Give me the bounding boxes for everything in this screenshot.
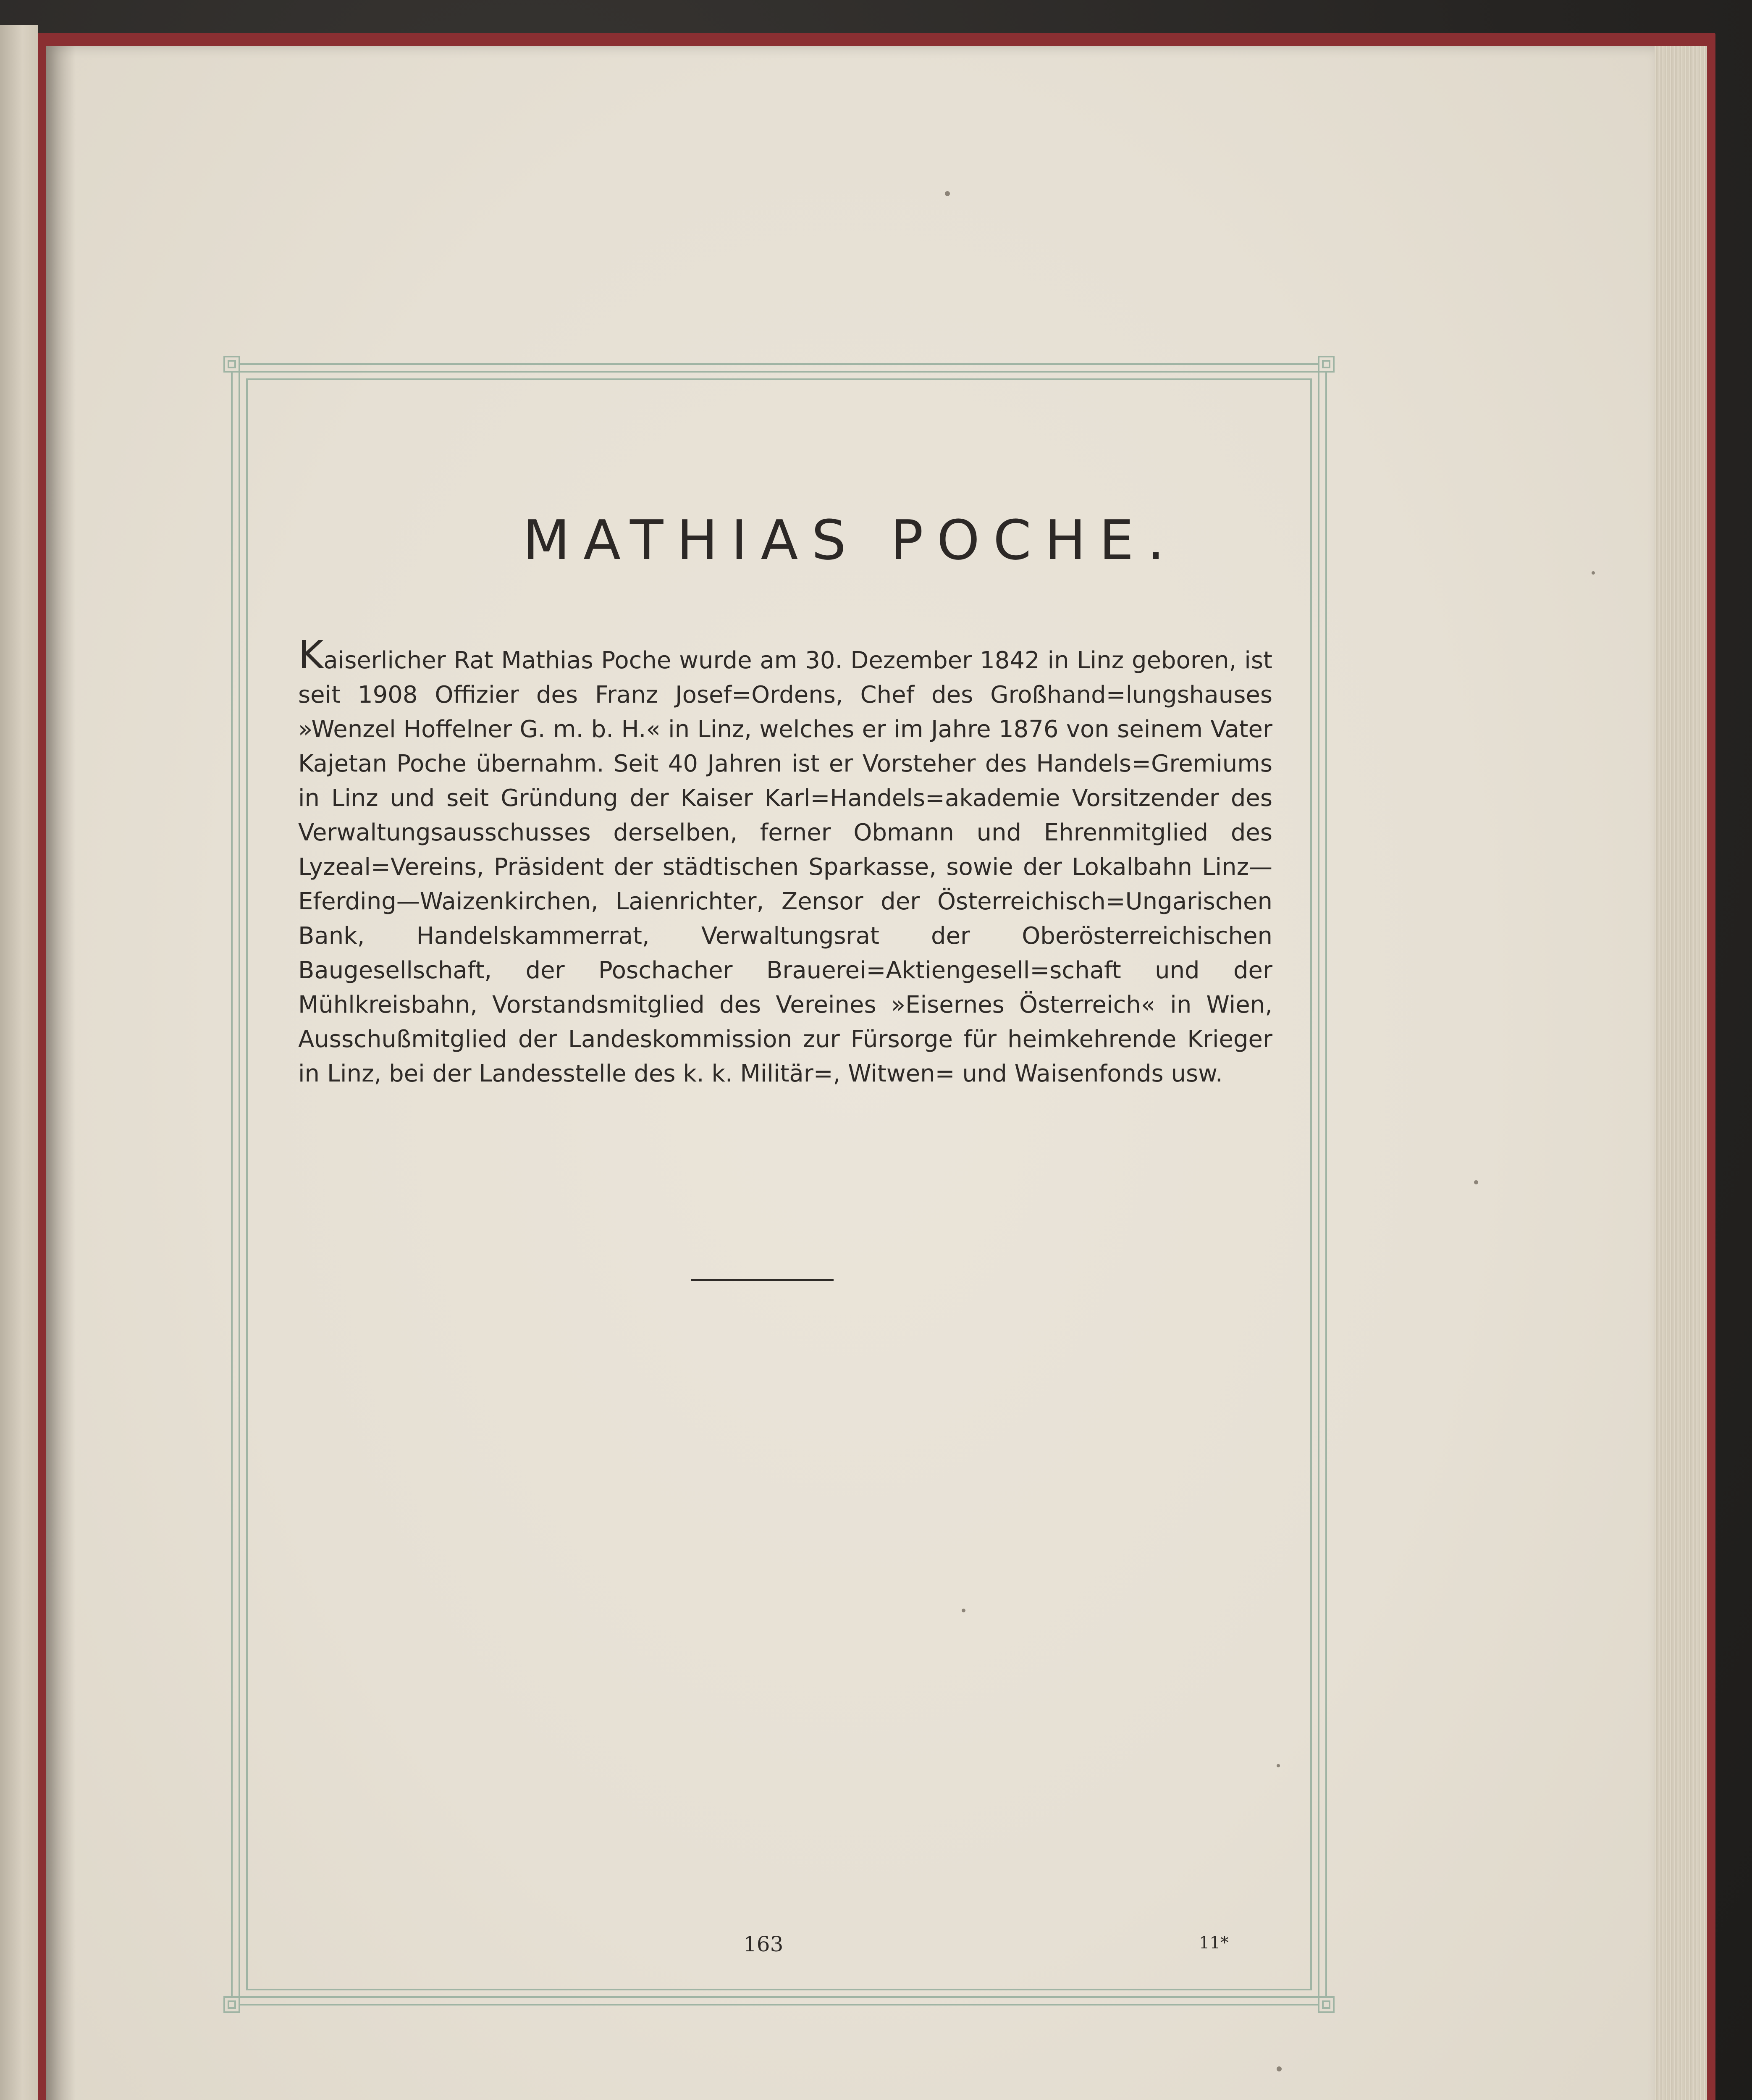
paper-speck <box>1277 2066 1282 2071</box>
signature-mark: 11* <box>1199 1933 1229 1953</box>
paper-speck <box>1474 1180 1478 1184</box>
paper-speck <box>945 191 950 196</box>
gutter-shadow <box>46 46 76 2100</box>
page-title: MATHIAS POCHE. <box>523 508 1178 572</box>
book-page <box>46 46 1655 2100</box>
paper-speck <box>1592 571 1595 575</box>
previous-page-edge <box>0 25 38 2100</box>
paper-speck <box>962 1609 965 1612</box>
drop-initial: K <box>298 633 324 677</box>
biography-text: aiserlicher Rat Mathias Poche wurde am 30. Dezember 1842 in Linz geboren, ist seit 1908 Offizier des Franz Josef=Ordens, Chef des Großhand=lungshauses »Wenzel Hoffelner G. m. b. H.« in Linz, welches er im Jahre 1876 von seinem Vater Kajetan Poche übernahm. Seit 40 Jahren ist er Vorsteher des Handels=Gremiums in Linz und seit Gründung der Kaiser Karl=Handels=akademie Vorsitzender des Verwaltungsausschusses derselben, ferner Obmann und Ehrenmitglied des Lyzeal=Vereins, Präsident der städtischen Sparkasse, sowie der Lokalbahn Linz—Eferding—Waizenkirchen, Laienrichter, Zensor der Österreichisch=Ungarischen Bank, Handelskammerrat, Verwaltungsrat der Oberösterreichischen Baugesellschaft, der Poschacher Brauerei=Aktiengesell=schaft und der Mühlkreisbahn, Vorstandsmitglied des Vereines »Eisernes Österreich« in Wien, Ausschußmitglied der Landeskommission zur Fürsorge für heimkehrende Krieger in Linz, bei der Landesstelle des k. k. Militär=, Witwen= und Waisenfonds usw. <box>298 647 1272 1087</box>
section-divider <box>691 1279 834 1281</box>
decorative-frame <box>223 355 1335 2014</box>
biography-paragraph <box>298 633 1272 1091</box>
paper-speck <box>1277 1764 1280 1767</box>
page-number: 163 <box>743 1932 784 1956</box>
frame-lines <box>223 355 1335 2014</box>
